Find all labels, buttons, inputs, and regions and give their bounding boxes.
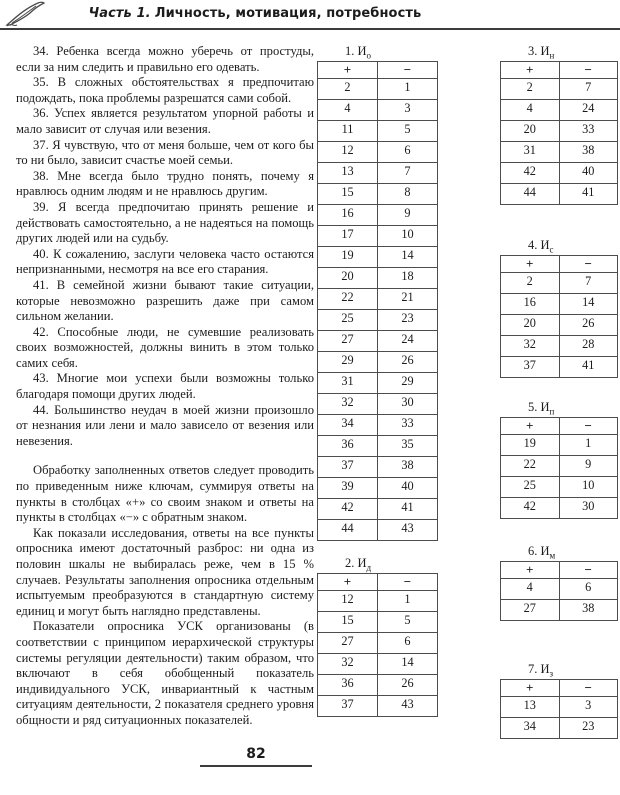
- key-cell: 35: [378, 436, 438, 457]
- key-table-title: 3. $И_н$: [528, 44, 555, 61]
- key-cell: 23: [559, 718, 618, 739]
- paragraph: 43. Многие мои успехи были возможны только благодаря помощи других людей.: [16, 371, 314, 402]
- key-cell: 2: [501, 273, 560, 294]
- paragraph: 44. Большинство неудач в моей жизни произошло от незнания или лени и мало зависело от везения или невезения.: [16, 402, 314, 448]
- key-cell: 20: [501, 315, 560, 336]
- key-table: [500, 417, 618, 519]
- key-cell: 9: [559, 456, 618, 477]
- page-number: 82: [200, 746, 312, 767]
- column-header: +: [501, 418, 560, 435]
- key-table-7: [500, 662, 618, 739]
- key-cell: 23: [378, 310, 438, 331]
- paragraph: Показатели опросника УСК организованы (в соответствии с принципом иерархической структуры системы регуляции деятельности) таким образом, что включают в себя обобщенный показатель индивидуального УСК, инвариантный к частным ситуациям деятельности, 2 показателя среднего уровня общности и ряд ситуационных показателей.: [16, 619, 314, 727]
- column-header: +: [318, 62, 378, 79]
- paragraph: 42. Способные люди, не сумевшие реализовать своих возможностей, должны винить в этом только самих себя.: [16, 324, 314, 370]
- key-cell: 1: [378, 79, 438, 100]
- key-cell: 26: [559, 315, 618, 336]
- column-header: +: [501, 256, 560, 273]
- key-table: [500, 61, 618, 205]
- key-table-title: 2. $И_д$: [345, 556, 372, 573]
- key-cell: 4: [318, 100, 378, 121]
- key-cell: 16: [318, 205, 378, 226]
- key-cell: 34: [501, 718, 560, 739]
- key-cell: 41: [559, 357, 618, 378]
- key-table-title: 6. $И_м$: [528, 544, 556, 561]
- paragraph: 38. Мне всегда было трудно понять, почему я нравлюсь одним людям и не нравлюсь другим.: [16, 168, 314, 199]
- key-cell: 7: [559, 273, 618, 294]
- key-cell: 7: [559, 79, 618, 100]
- key-cell: 37: [501, 357, 560, 378]
- key-cell: 1: [378, 591, 438, 612]
- key-cell: 24: [378, 331, 438, 352]
- key-cell: 1: [559, 435, 618, 456]
- key-table: [500, 255, 618, 378]
- key-table-3: [500, 44, 618, 205]
- paragraph: 35. В сложных обстоятельствах я предпочитаю подождать, пока проблемы разрешатся сами собой.: [16, 75, 314, 105]
- key-cell: 29: [318, 352, 378, 373]
- key-cell: 24: [559, 100, 618, 121]
- key-cell: 42: [501, 498, 560, 519]
- key-cell: 10: [378, 226, 438, 247]
- key-table-title: 4. $И_с$: [528, 238, 554, 255]
- paragraph: Обработку заполненных ответов следует проводить по приведенным ниже ключам, суммируя ответы на пункты в столбцах «+» со своим знаком и ответы на пункты в столбцах «−» с обратным знаком.: [16, 463, 314, 525]
- key-cell: 27: [318, 331, 378, 352]
- key-cell: 22: [318, 289, 378, 310]
- key-cell: 12: [318, 591, 378, 612]
- key-cell: 5: [378, 612, 438, 633]
- key-cell: 21: [378, 289, 438, 310]
- key-cell: 43: [378, 696, 438, 717]
- key-cell: 4: [501, 100, 560, 121]
- key-table-title: 5. $И_п$: [528, 400, 555, 417]
- key-cell: 20: [318, 268, 378, 289]
- key-cell: 7: [378, 163, 438, 184]
- key-cell: 25: [318, 310, 378, 331]
- key-cell: 32: [318, 654, 378, 675]
- key-cell: 38: [559, 142, 618, 163]
- key-cell: 43: [378, 520, 438, 541]
- key-cell: 31: [318, 373, 378, 394]
- key-table-title: 7. $И_з$: [528, 662, 554, 679]
- key-cell: 37: [318, 457, 378, 478]
- column-header: −: [378, 574, 438, 591]
- key-cell: 27: [318, 633, 378, 654]
- key-cell: 25: [501, 477, 560, 498]
- key-cell: 2: [501, 79, 560, 100]
- key-cell: 3: [378, 100, 438, 121]
- paragraph: 40. К сожалению, заслуги человека часто остаются непризнанными, несмотря на все его старания.: [16, 246, 314, 277]
- key-cell: 32: [318, 394, 378, 415]
- key-cell: 38: [378, 457, 438, 478]
- paragraph: 41. В семейной жизни бывают такие ситуации, которые невозможно разрешить даже при самом сильном желании.: [16, 277, 314, 324]
- key-cell: 30: [378, 394, 438, 415]
- key-cell: 4: [501, 579, 560, 600]
- key-cell: 42: [501, 163, 560, 184]
- paragraph: 34. Ребенка всегда можно уберечь от простуды, если за ним следить и правильно его одевать.: [16, 44, 314, 74]
- key-table-1: [317, 44, 438, 541]
- key-cell: 6: [378, 142, 438, 163]
- key-cell: 40: [559, 163, 618, 184]
- column-header: −: [559, 62, 618, 79]
- key-cell: 13: [318, 163, 378, 184]
- column-header: −: [559, 418, 618, 435]
- key-table-5: [500, 400, 618, 519]
- column-header: +: [501, 562, 560, 579]
- key-cell: 38: [559, 600, 618, 621]
- key-cell: 19: [501, 435, 560, 456]
- key-cell: 36: [318, 675, 378, 696]
- header-divider: [0, 28, 620, 30]
- paragraph: 37. Я чувствую, что от меня больше, чем от кого бы то ни было, зависит счастье моей семьи.: [16, 137, 314, 168]
- key-table-4: [500, 238, 618, 378]
- key-cell: 16: [501, 294, 560, 315]
- key-cell: 6: [559, 579, 618, 600]
- key-cell: 9: [378, 205, 438, 226]
- key-cell: 6: [378, 633, 438, 654]
- key-cell: 36: [318, 436, 378, 457]
- key-cell: 27: [501, 600, 560, 621]
- key-cell: 28: [559, 336, 618, 357]
- key-cell: 31: [501, 142, 560, 163]
- column-header: −: [559, 562, 618, 579]
- key-cell: 17: [318, 226, 378, 247]
- key-cell: 42: [318, 499, 378, 520]
- key-cell: 20: [501, 121, 560, 142]
- key-cell: 44: [318, 520, 378, 541]
- key-cell: 11: [318, 121, 378, 142]
- column-header: +: [501, 680, 560, 697]
- key-cell: 41: [559, 184, 618, 205]
- column-header: +: [501, 62, 560, 79]
- key-cell: 14: [378, 654, 438, 675]
- key-cell: 10: [559, 477, 618, 498]
- paragraph: Как показали исследования, ответы на все пункты опросника имеют достаточный разброс: ни одна из половин шкалы не выбиралась реже, чем в 15 % случаев. Результаты заполнения опросника отдельным испытуемым преобразуются в стандартную систему единиц и могут быть наглядно представлены.: [16, 525, 314, 618]
- key-cell: 14: [559, 294, 618, 315]
- key-table: [500, 679, 618, 739]
- key-cell: 18: [378, 268, 438, 289]
- key-cell: 33: [559, 121, 618, 142]
- column-header: −: [378, 62, 438, 79]
- key-cell: 26: [378, 675, 438, 696]
- key-cell: 22: [501, 456, 560, 477]
- key-cell: 40: [378, 478, 438, 499]
- page-header: [0, 6, 510, 21]
- key-table-title: 1. $И_о$: [345, 44, 372, 61]
- key-table-6: [500, 544, 618, 621]
- key-cell: 3: [559, 697, 618, 718]
- paragraph: 36. Успех является результатом упорной работы и мало зависит от случая или везения.: [16, 106, 314, 136]
- key-cell: 34: [318, 415, 378, 436]
- key-cell: 12: [318, 142, 378, 163]
- key-cell: 26: [378, 352, 438, 373]
- column-header: +: [318, 574, 378, 591]
- key-cell: 8: [378, 184, 438, 205]
- key-cell: 37: [318, 696, 378, 717]
- column-header: −: [559, 256, 618, 273]
- key-table: [317, 61, 438, 541]
- chapter-title: Личность, мотивация, потребность: [154, 6, 422, 21]
- key-cell: 19: [318, 247, 378, 268]
- key-cell: 15: [318, 184, 378, 205]
- body-text: [16, 44, 314, 729]
- chapter-number: Часть 1.: [88, 6, 151, 21]
- key-cell: 30: [559, 498, 618, 519]
- key-cell: 32: [501, 336, 560, 357]
- key-cell: 5: [378, 121, 438, 142]
- key-cell: 39: [318, 478, 378, 499]
- key-cell: 29: [378, 373, 438, 394]
- key-cell: 41: [378, 499, 438, 520]
- key-cell: 13: [501, 697, 560, 718]
- key-cell: 14: [378, 247, 438, 268]
- key-cell: 2: [318, 79, 378, 100]
- key-table: [317, 573, 438, 717]
- key-table-2: [317, 556, 438, 717]
- key-table: [500, 561, 618, 621]
- column-header: −: [559, 680, 618, 697]
- key-cell: 44: [501, 184, 560, 205]
- key-cell: 15: [318, 612, 378, 633]
- paragraph: 39. Я всегда предпочитаю принять решение и действовать самостоятельно, а не надеяться на помощь других людей или на судьбу.: [16, 199, 314, 246]
- key-cell: 33: [378, 415, 438, 436]
